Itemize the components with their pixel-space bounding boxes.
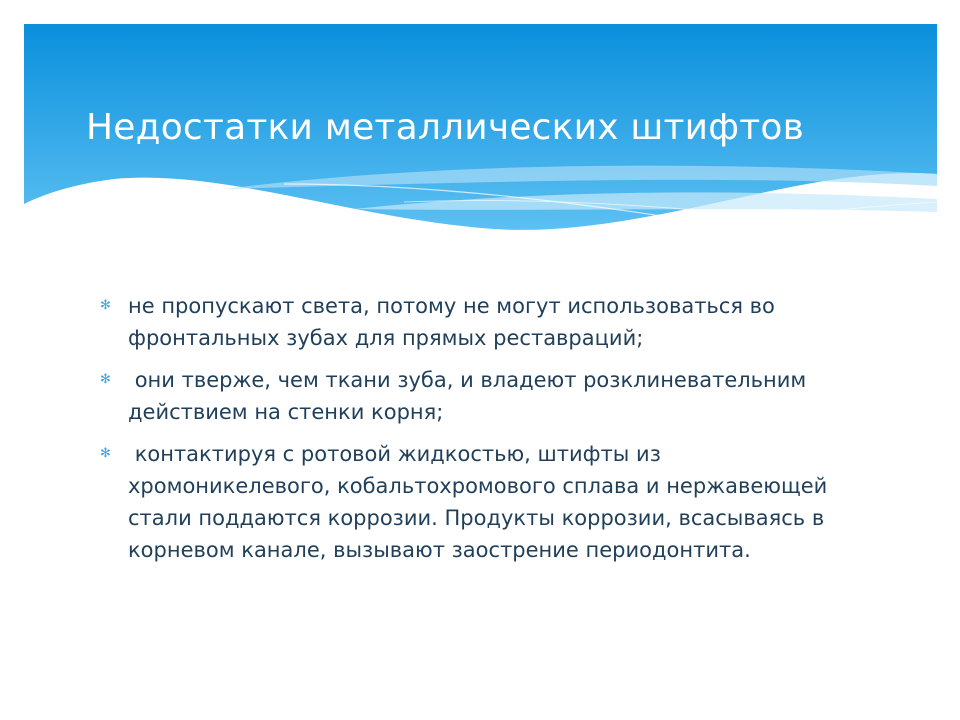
bullet-item bbox=[100, 290, 860, 354]
slide-title: Недостатки металлических штифтов bbox=[86, 107, 805, 148]
bullet-text: они тверже, чем ткани зуба, и владеют розклиневательним действием на стенки корня; bbox=[128, 368, 813, 424]
bullet-text: не пропускают света, потому не могут использоваться во фронтальных зубах для прямых реставраций; bbox=[128, 294, 782, 350]
bullet-item bbox=[100, 364, 860, 428]
bullet-list bbox=[100, 290, 860, 576]
asterisk-bullet-icon: ✻ bbox=[100, 372, 111, 387]
bullet-item bbox=[100, 438, 860, 566]
asterisk-bullet-icon: ✻ bbox=[100, 298, 111, 313]
slide-header-banner bbox=[24, 24, 937, 264]
bullet-text: контактируя с ротовой жидкостью, штифты из хромоникелевого, кобальтохромового сплава и нержавеющей стали поддаются коррозии. Продукты коррозии, всасываясь в корневом канале, вызывают заострение периодонтита. bbox=[128, 442, 834, 562]
asterisk-bullet-icon: ✻ bbox=[100, 446, 111, 461]
